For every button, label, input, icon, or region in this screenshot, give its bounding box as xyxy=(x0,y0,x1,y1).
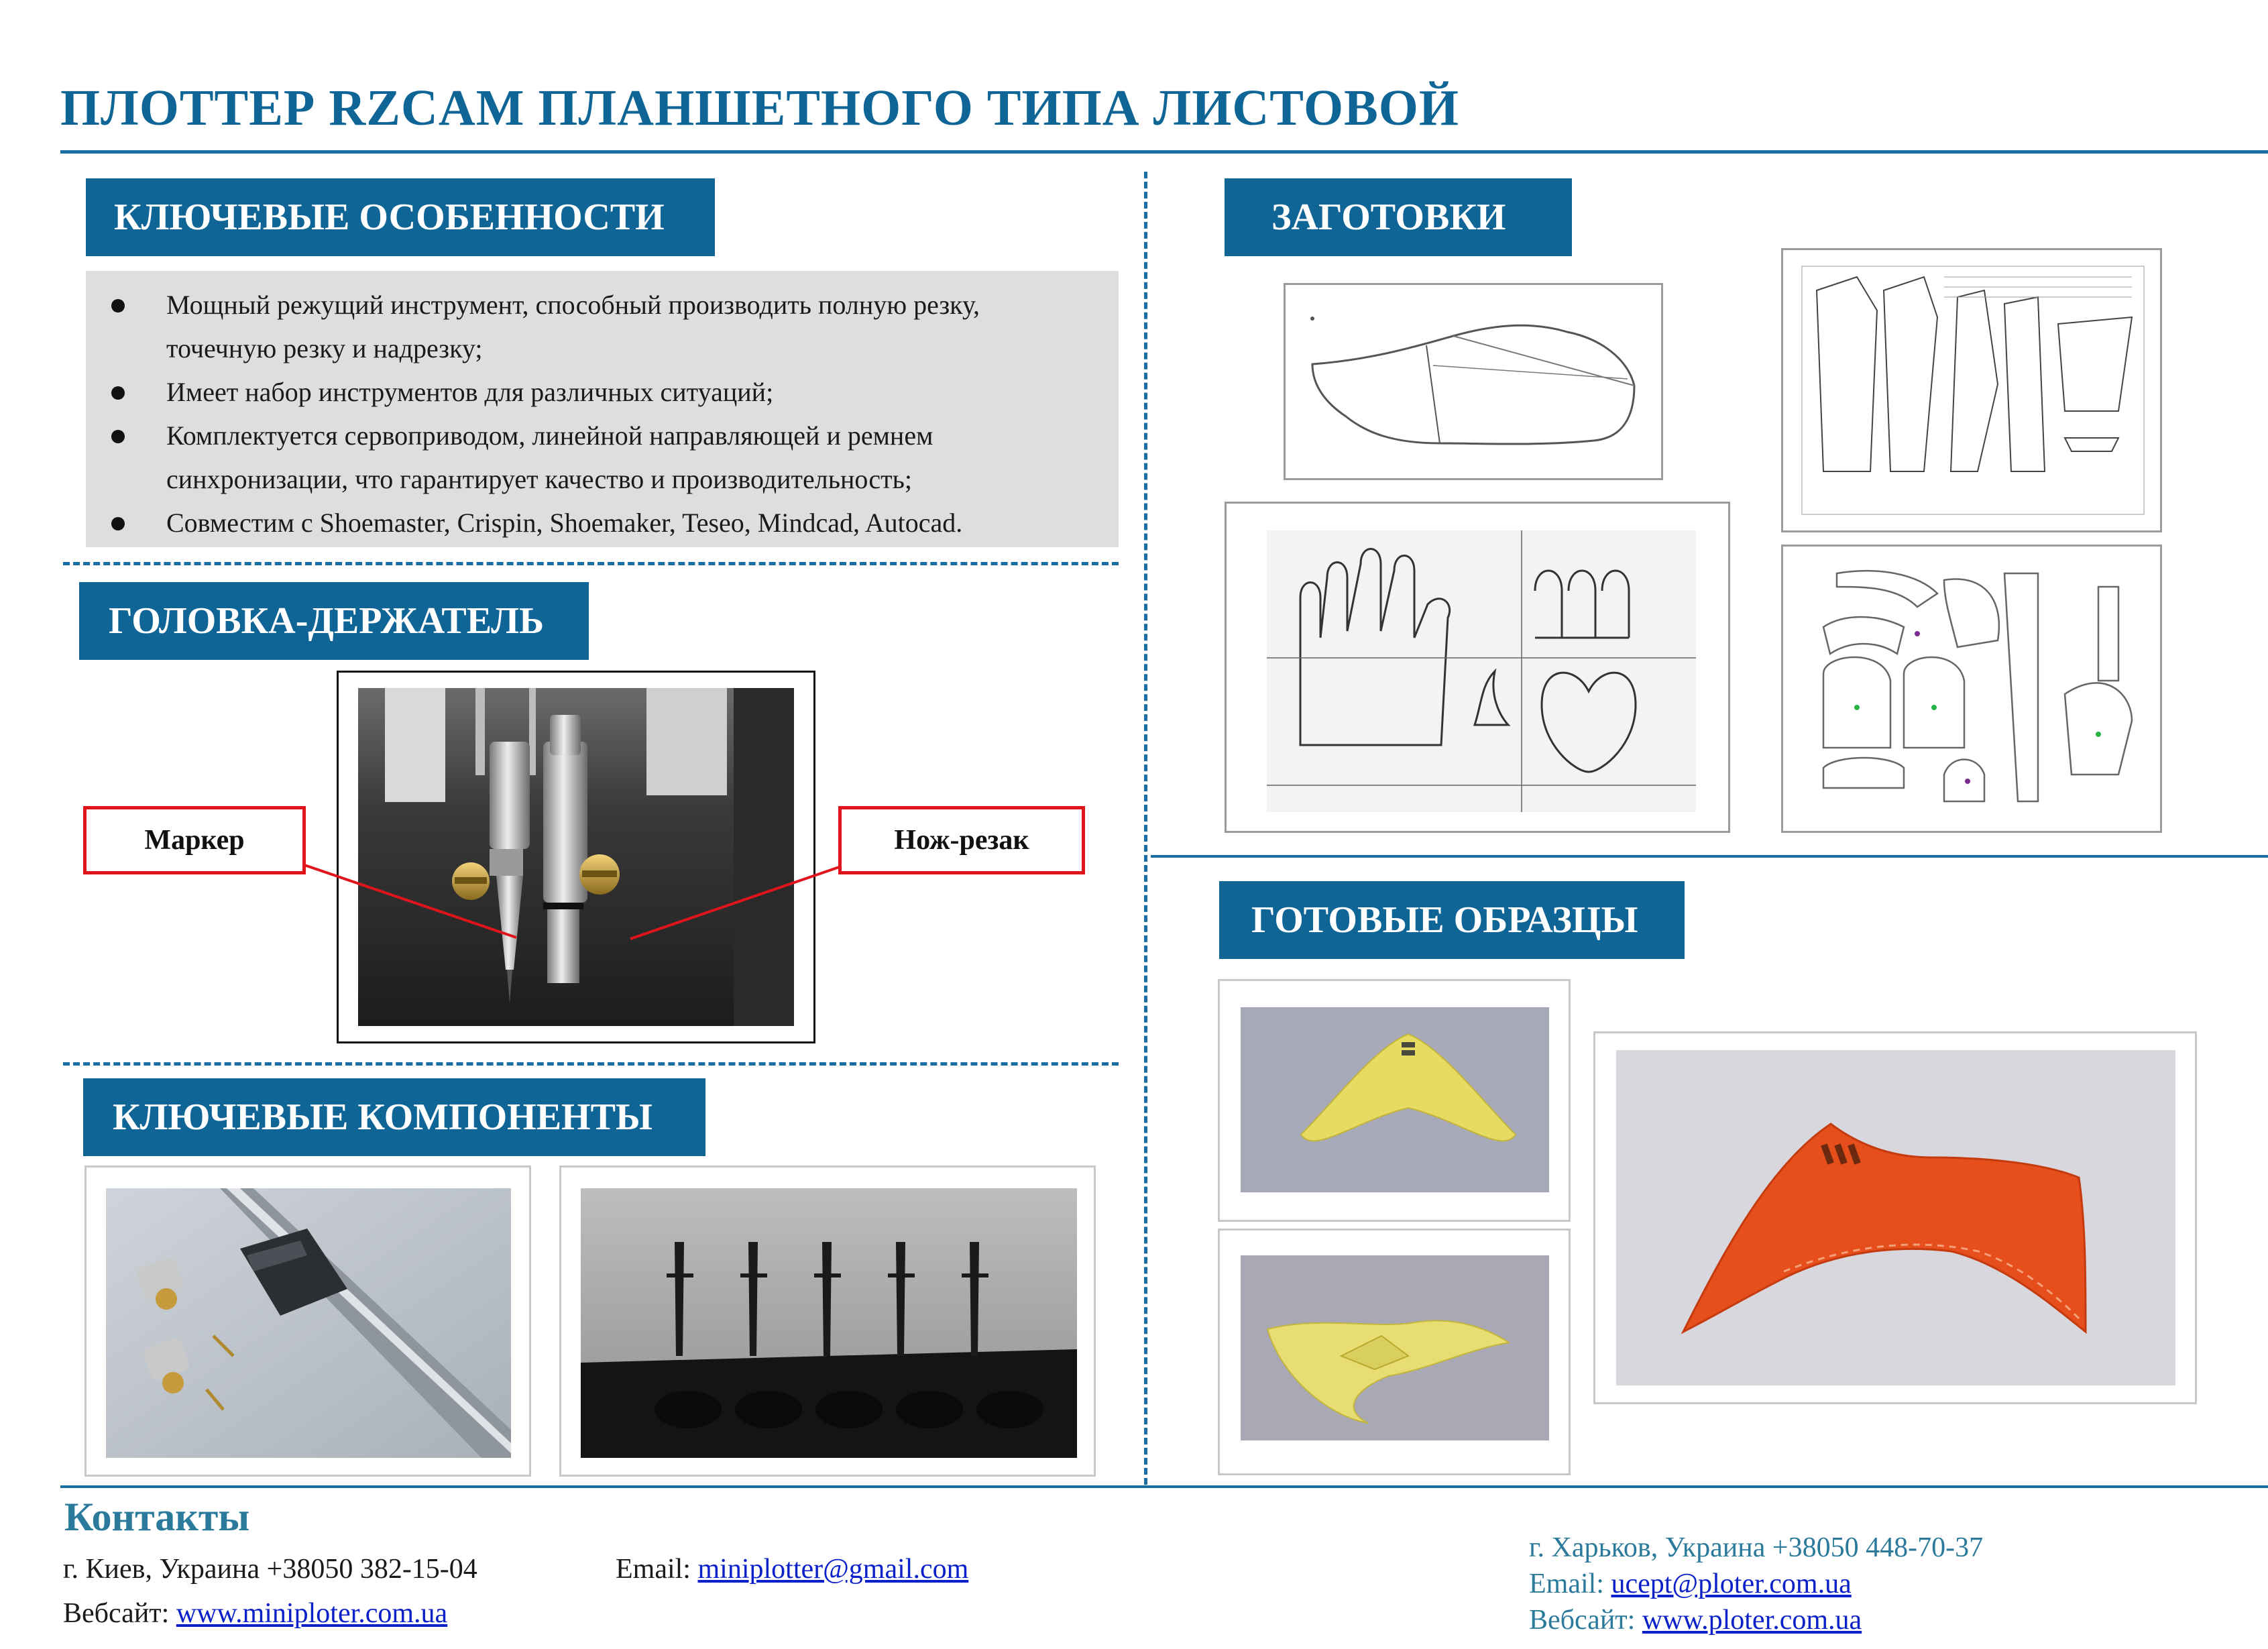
page-title: ПЛОТТЕР RZCAM ПЛАНШЕТНОГО ТИПА ЛИСТОВОЙ xyxy=(60,80,1459,136)
kiev-website-label: Вебсайт: xyxy=(63,1598,176,1629)
samples-heading-text: ГОТОВЫЕ ОБРАЗЦЫ xyxy=(1251,899,1638,941)
head-holder-heading xyxy=(79,582,589,660)
feature-item xyxy=(86,414,1119,501)
kiev-website-line xyxy=(63,1597,447,1630)
kiev-address: г. Киев, Украина +38050 382-15-04 xyxy=(63,1554,477,1585)
shoe-pattern-frame xyxy=(1284,283,1663,480)
kiev-email-link[interactable]: miniplotter@gmail.com xyxy=(697,1554,969,1585)
feature-item xyxy=(86,501,1119,545)
glove-pattern-drawing xyxy=(1227,504,1728,831)
feature-text: Комплектуется сервоприводом, линейной направляющей и ремнем синхронизации, что гарантирует качество и производительность; xyxy=(166,420,933,494)
head-holder-heading-text: ГОЛОВКА-ДЕРЖАТЕЛЬ xyxy=(109,600,545,642)
divider-blanks xyxy=(1151,855,2268,858)
bullet-icon xyxy=(111,386,125,400)
feature-text: Совместим с Shoemaster, Crispin, Shoemaker, Teseo, Mindcad, Autocad. xyxy=(166,508,963,538)
shoe-pattern-drawing xyxy=(1286,285,1661,478)
knife-callout xyxy=(838,806,1085,874)
divider-features xyxy=(63,562,1119,565)
features-list xyxy=(86,271,1119,547)
garment-pattern-frame xyxy=(1781,248,2162,532)
title-divider xyxy=(60,150,2268,154)
kharkov-address: г. Харьков, Украина +38050 448-70-37 xyxy=(1529,1532,1984,1563)
knife-label: Нож-резак xyxy=(894,825,1029,856)
blanks-heading xyxy=(1225,178,1572,256)
kharkov-website-line xyxy=(1529,1604,1862,1636)
shoe-parts-pattern-frame xyxy=(1781,545,2162,833)
marker-label: Маркер xyxy=(144,825,245,856)
sample-photo-1 xyxy=(1241,1007,1549,1192)
kharkov-website-label: Вебсайт: xyxy=(1529,1605,1642,1636)
kharkov-website-link[interactable]: www.ploter.com.ua xyxy=(1642,1605,1862,1636)
knives-photo xyxy=(581,1188,1077,1458)
feature-text: Мощный режущий инструмент, способный производить полную резку, точечную резку и надрезку; xyxy=(166,290,980,363)
linear-guide-photo xyxy=(106,1188,511,1458)
feature-item xyxy=(86,283,1119,370)
sample-photo-3 xyxy=(1616,1050,2175,1385)
callout-connectors xyxy=(295,838,872,972)
feature-text: Имеет набор инструментов для различных ситуаций; xyxy=(166,377,774,407)
kharkov-email-link[interactable]: ucept@ploter.com.ua xyxy=(1611,1569,1852,1599)
features-heading xyxy=(86,178,715,256)
bullet-icon xyxy=(111,299,125,312)
components-heading xyxy=(83,1078,705,1156)
feature-item xyxy=(86,370,1119,414)
features-heading-text: КЛЮЧЕВЫЕ ОСОБЕННОСТИ xyxy=(114,196,665,238)
bullet-icon xyxy=(111,517,125,530)
divider-head xyxy=(63,1062,1119,1066)
glove-pattern-frame xyxy=(1225,502,1730,833)
kiev-email-label: Email: xyxy=(616,1554,698,1585)
kharkov-email-label: Email: xyxy=(1529,1569,1611,1599)
marker-callout xyxy=(83,806,306,874)
sample-photo-2 xyxy=(1241,1255,1549,1440)
shoe-parts-pattern-drawing xyxy=(1783,547,2160,831)
kiev-email-line xyxy=(616,1553,968,1585)
samples-heading xyxy=(1219,881,1685,959)
contacts-heading: Контакты xyxy=(64,1495,250,1539)
bullet-icon xyxy=(111,430,125,443)
components-heading-text: КЛЮЧЕВЫЕ КОМПОНЕНТЫ xyxy=(113,1096,653,1138)
column-divider xyxy=(1144,172,1147,1485)
kiev-website-link[interactable]: www.miniploter.com.ua xyxy=(176,1598,448,1629)
garment-pattern-drawing xyxy=(1783,250,2160,530)
kharkov-email-line xyxy=(1529,1568,1852,1600)
blanks-heading-text: ЗАГОТОВКИ xyxy=(1271,196,1506,238)
divider-footer xyxy=(60,1485,2268,1488)
